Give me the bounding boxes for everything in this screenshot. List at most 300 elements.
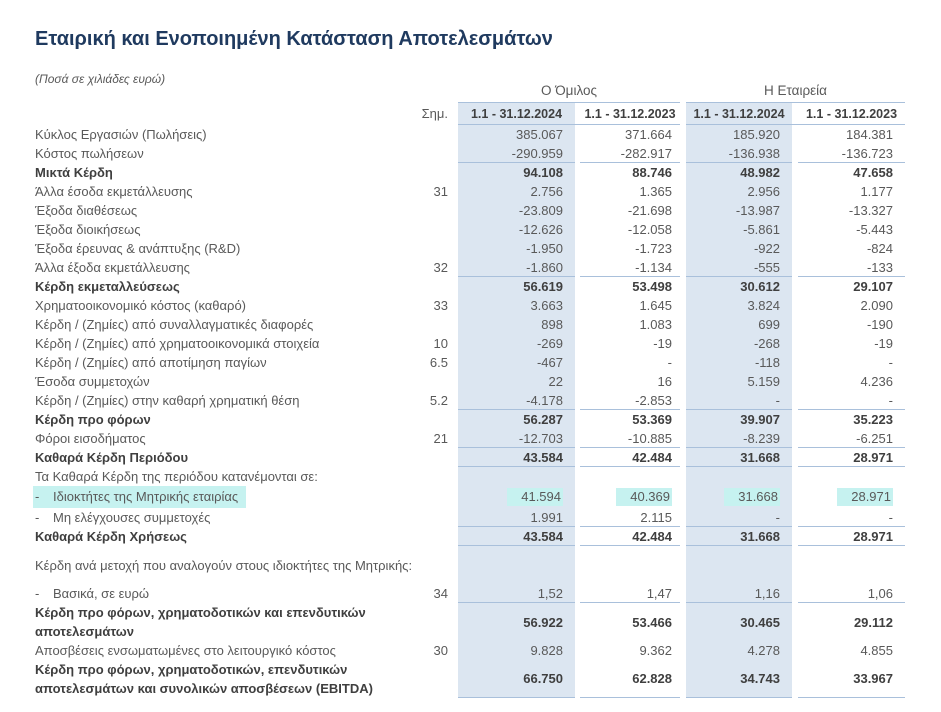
table-row	[35, 391, 941, 410]
value-cell	[686, 410, 792, 429]
label-text	[35, 429, 146, 448]
table-row	[35, 182, 941, 201]
label-text	[35, 125, 207, 144]
table-row	[35, 486, 941, 508]
cell-value: 2.956	[747, 184, 780, 199]
label-text: Κέρδη / (Ζημίες) στην καθαρή χρηματική θέση	[35, 393, 300, 408]
cell-value: 56.619	[523, 279, 563, 294]
row-label	[35, 660, 425, 698]
note-ref	[425, 508, 458, 527]
table-row	[35, 546, 941, 584]
value-cell	[798, 448, 905, 467]
value-cell	[580, 277, 680, 296]
value-cell	[458, 182, 575, 201]
row-label	[35, 546, 425, 584]
cell-value: 1.991	[530, 509, 563, 525]
label-text	[35, 372, 150, 391]
value-cell	[580, 527, 680, 546]
cell-value: 30.612	[740, 279, 780, 294]
cell-value: 28.971	[853, 528, 893, 544]
value-cell	[798, 163, 905, 182]
cell-value: 88.746	[632, 165, 672, 180]
value-cell	[458, 391, 575, 410]
value-cell	[580, 144, 680, 163]
value-cell	[458, 296, 575, 315]
value-cell	[686, 315, 792, 334]
value-cell	[580, 182, 680, 201]
label-text: Έξοδα διαθέσεως	[35, 203, 138, 218]
row-label	[35, 448, 425, 467]
table-row	[35, 201, 941, 220]
value-cell	[798, 603, 905, 641]
value-cell	[458, 258, 575, 277]
value-cell	[580, 315, 680, 334]
column-header-group-2023: 1.1 - 31.12.2023	[580, 102, 680, 125]
note-ref	[425, 277, 458, 296]
cell-value: -	[667, 355, 672, 370]
note-ref: 31	[433, 184, 448, 199]
note-ref: 21	[433, 431, 448, 446]
column-header-company-2023: 1.1 - 31.12.2023	[798, 102, 905, 125]
value-cell	[458, 546, 575, 584]
cell-value: -	[888, 355, 893, 370]
cell-value: 5.159	[747, 374, 780, 389]
cell-value: -5.861	[743, 222, 780, 237]
note-ref: 30	[433, 643, 448, 658]
value-cell	[686, 334, 792, 353]
value-cell	[686, 429, 792, 448]
value-cell	[458, 372, 575, 391]
label-text: Χρηματοοικονομικό κόστος (καθαρό)	[35, 298, 247, 313]
value-cell	[798, 584, 905, 603]
cell-value: 53.466	[632, 614, 672, 630]
label-text	[35, 527, 187, 546]
cell-value: -12.058	[627, 222, 672, 237]
cell-value: 371.664	[625, 127, 672, 142]
cell-value: 29.107	[853, 279, 893, 294]
cell-value: 898	[541, 317, 563, 332]
row-label	[35, 372, 425, 391]
note-ref	[425, 201, 458, 220]
row-label	[35, 508, 425, 527]
cell-value: -1.950	[526, 241, 563, 256]
value-cell	[458, 163, 575, 182]
cell-value: -	[888, 392, 893, 408]
cell-value: 48.982	[740, 165, 780, 180]
value-cell	[686, 353, 792, 372]
label-text: Έξοδα διοικήσεως	[35, 222, 141, 237]
column-header-group-2024: 1.1 - 31.12.2024	[458, 102, 575, 125]
row-label	[35, 182, 425, 201]
value-cell	[580, 201, 680, 220]
cell-value: -824	[866, 241, 893, 256]
value-cell	[798, 508, 905, 527]
value-cell	[798, 486, 905, 508]
table-row	[35, 144, 941, 163]
cell-value: 43.584	[523, 449, 563, 465]
row-label	[35, 144, 425, 163]
row-label	[35, 258, 425, 277]
value-cell	[798, 144, 905, 163]
table-row	[35, 527, 941, 546]
value-cell	[458, 527, 575, 546]
cell-value: 2.115	[640, 509, 672, 525]
cell-value: 47.658	[853, 165, 893, 180]
cell-value: 31.668	[724, 488, 780, 506]
value-cell	[798, 334, 905, 353]
spacer	[35, 102, 425, 125]
label-text: Κόστος πωλήσεων	[35, 146, 144, 161]
cell-value: -922	[753, 241, 780, 256]
value-cell	[580, 125, 680, 144]
value-cell	[458, 410, 575, 429]
value-cell	[458, 486, 575, 508]
note-ref: 6.5	[429, 355, 448, 370]
value-cell	[798, 353, 905, 372]
table-row	[35, 641, 941, 660]
value-cell	[798, 239, 905, 258]
note-ref	[425, 220, 458, 239]
cell-value: 2.756	[530, 184, 563, 199]
cell-value: -8.239	[743, 430, 780, 446]
row-label	[35, 603, 425, 641]
note-ref	[425, 467, 458, 486]
value-cell	[458, 144, 575, 163]
table-row	[35, 660, 941, 698]
value-cell	[686, 467, 792, 486]
cell-value: 43.584	[523, 528, 563, 544]
label-text	[35, 467, 318, 486]
value-cell	[686, 527, 792, 546]
value-cell	[458, 277, 575, 296]
value-cell	[798, 277, 905, 296]
note-ref	[425, 448, 458, 467]
label-text	[35, 220, 140, 239]
label-text: Φόροι εισοδήματος	[35, 431, 146, 446]
label-text	[35, 448, 188, 467]
value-cell	[686, 163, 792, 182]
value-cell	[798, 296, 905, 315]
label-text	[35, 144, 144, 163]
table-row	[35, 220, 941, 239]
value-cell	[798, 182, 905, 201]
label-text	[35, 334, 319, 353]
row-label	[35, 467, 425, 486]
column-header-company-2024: 1.1 - 31.12.2024	[686, 102, 792, 125]
cell-value: 3.824	[747, 298, 780, 313]
row-label	[35, 353, 425, 372]
value-cell	[686, 258, 792, 277]
table-row	[35, 372, 941, 391]
table-row	[35, 315, 941, 334]
value-cell	[686, 182, 792, 201]
cell-value: 33.967	[853, 671, 893, 686]
value-cell	[580, 429, 680, 448]
note-ref	[425, 372, 458, 391]
value-cell	[798, 201, 905, 220]
row-label	[35, 125, 425, 144]
table-row	[35, 467, 941, 486]
cell-value: 1,06	[867, 585, 893, 601]
cell-value: -23.809	[518, 203, 563, 218]
label-text	[35, 182, 193, 201]
label-text: Τα Καθαρά Κέρδη της περιόδου κατανέμονται σε:	[35, 469, 318, 484]
label-text: Κέρδη προ φόρων	[35, 412, 151, 427]
label-text: Κέρδη προ φόρων, χρηματοδοτικών και επενδυτικών αποτελεσμάτων	[35, 605, 366, 639]
value-cell	[458, 201, 575, 220]
cell-value: 4.236	[860, 374, 893, 389]
value-cell	[580, 239, 680, 258]
value-cell	[686, 372, 792, 391]
table-row	[35, 163, 941, 182]
table-row	[35, 429, 941, 448]
highlighted-label	[33, 486, 246, 508]
list-dash: -	[35, 586, 40, 601]
label-text: Έσοδα συμμετοχών	[35, 374, 150, 389]
table-row	[35, 258, 941, 277]
value-cell	[798, 258, 905, 277]
value-cell	[458, 448, 575, 467]
label-text	[35, 277, 180, 296]
cell-value: 62.828	[632, 671, 672, 686]
cell-value: 34.743	[740, 671, 780, 686]
label-text	[35, 410, 151, 429]
value-cell	[686, 144, 792, 163]
table-body	[35, 125, 941, 698]
cell-value: -136.938	[728, 145, 780, 161]
value-cell	[580, 603, 680, 641]
label-text: Καθαρά Κέρδη Περιόδου	[35, 450, 189, 465]
row-label	[35, 486, 425, 508]
value-cell	[458, 660, 575, 698]
value-cell	[798, 641, 905, 660]
cell-value: -1.860	[526, 259, 563, 275]
value-cell	[580, 546, 680, 584]
value-cell	[458, 220, 575, 239]
value-cell	[580, 584, 680, 603]
cell-value: -2.853	[635, 392, 672, 408]
value-cell	[798, 372, 905, 391]
cell-value: 385.067	[516, 127, 563, 142]
group-header-company: Η Εταιρεία	[764, 83, 827, 98]
cell-value: 66.750	[523, 671, 563, 686]
value-cell	[580, 353, 680, 372]
label-text	[35, 556, 412, 575]
cell-value: 31.668	[740, 528, 780, 544]
group-header-group: Ο Όμιλος	[540, 83, 598, 98]
cell-value: -269	[536, 336, 563, 351]
label-text	[35, 239, 240, 258]
value-cell	[686, 508, 792, 527]
row-label	[35, 296, 425, 315]
value-cell	[458, 315, 575, 334]
cell-value: 1,16	[754, 585, 780, 601]
label-text: Άλλα έξοδα εκμετάλλευσης	[35, 260, 190, 275]
value-cell	[458, 584, 575, 603]
cell-value: -555	[753, 259, 780, 275]
value-cell	[580, 334, 680, 353]
cell-value: 29.112	[853, 614, 893, 630]
cell-value: -	[775, 392, 780, 408]
label-text: Κύκλος Εργασιών (Πωλήσεις)	[35, 127, 207, 142]
value-cell	[686, 239, 792, 258]
cell-value: 30.465	[740, 614, 780, 630]
cell-value: 184.381	[846, 127, 893, 142]
value-cell	[686, 391, 792, 410]
label-text	[35, 201, 137, 220]
cell-value: 1.365	[639, 184, 672, 199]
value-cell	[798, 429, 905, 448]
cell-value: 22	[548, 374, 563, 389]
cell-value: 56.922	[523, 614, 563, 630]
value-cell	[458, 239, 575, 258]
cell-value: -118	[754, 355, 780, 370]
label-text: Κέρδη / (Ζημίες) από χρηματοοικονομικά στοιχεία	[35, 336, 320, 351]
cell-value: 1.177	[860, 184, 893, 199]
value-cell	[686, 125, 792, 144]
value-cell	[798, 391, 905, 410]
note-ref	[425, 603, 458, 641]
value-cell	[686, 277, 792, 296]
label-text: Ιδιοκτήτες της Μητρικής εταιρίας	[53, 489, 239, 504]
row-label	[35, 584, 425, 603]
value-cell	[580, 258, 680, 277]
row-label	[35, 163, 425, 182]
cell-value: -12.703	[518, 430, 563, 446]
note-column-header: Σημ.	[421, 106, 448, 121]
value-cell	[686, 448, 792, 467]
value-cell	[686, 296, 792, 315]
value-cell	[458, 508, 575, 527]
cell-value: 40.369	[616, 488, 672, 506]
value-cell	[580, 660, 680, 698]
value-cell	[458, 125, 575, 144]
row-label	[35, 391, 425, 410]
cell-value: -13.327	[848, 203, 893, 218]
cell-value: 39.907	[740, 412, 780, 427]
value-cell	[686, 641, 792, 660]
row-label	[35, 410, 425, 429]
list-dash: -	[35, 489, 40, 504]
table-row	[35, 125, 941, 144]
value-cell	[686, 584, 792, 603]
table-row	[35, 410, 941, 429]
cell-value: -133	[866, 259, 893, 275]
value-cell	[686, 546, 792, 584]
row-label	[35, 527, 425, 546]
label-text: Έξοδα έρευνας & ανάπτυξης (R&D)	[35, 241, 241, 256]
label-text	[35, 163, 113, 182]
table-row	[35, 334, 941, 353]
column-header-row	[35, 102, 941, 125]
value-cell	[686, 486, 792, 508]
row-label	[35, 277, 425, 296]
cell-value: 16	[657, 374, 672, 389]
label-text: Κέρδη εκμεταλλεύσεως	[35, 279, 180, 294]
label-text	[35, 315, 313, 334]
table-row	[35, 277, 941, 296]
cell-value: 1,47	[646, 585, 672, 601]
label-text: Άλλα έσοδα εκμετάλλευσης	[35, 184, 193, 199]
table-row	[35, 296, 941, 315]
note-ref	[425, 144, 458, 163]
cell-value: -1.723	[635, 241, 672, 256]
page-title: Εταιρική και Ενοποιημένη Κατάσταση Αποτελεσμάτων	[35, 28, 553, 50]
value-cell	[458, 429, 575, 448]
label-text	[35, 584, 149, 603]
row-label	[35, 429, 425, 448]
row-label	[35, 220, 425, 239]
cell-value: 31.668	[740, 449, 780, 465]
label-text: Μη ελέγχουσες συμμετοχές	[53, 510, 211, 525]
table-row	[35, 239, 941, 258]
cell-value: 185.920	[733, 127, 780, 142]
cell-value: 35.223	[853, 412, 893, 427]
cell-value: 28.971	[853, 449, 893, 465]
value-cell	[798, 220, 905, 239]
value-cell	[798, 315, 905, 334]
value-cell	[580, 410, 680, 429]
cell-value: -190	[866, 317, 893, 332]
value-cell	[580, 448, 680, 467]
cell-value: -13.987	[735, 203, 780, 218]
note-ref	[425, 527, 458, 546]
label-text	[35, 508, 210, 527]
label-text	[35, 603, 417, 641]
note-ref	[425, 239, 458, 258]
cell-value: -1.134	[635, 259, 672, 275]
note-ref	[425, 660, 458, 698]
cell-value: 94.108	[523, 165, 563, 180]
note-ref: 32	[433, 260, 448, 275]
cell-value: -6.251	[856, 430, 893, 446]
table-row	[35, 448, 941, 467]
value-cell	[458, 353, 575, 372]
cell-value: -467	[536, 355, 563, 370]
cell-value: -268	[753, 336, 780, 351]
cell-value: -5.443	[856, 222, 893, 237]
row-label	[35, 641, 425, 660]
cell-value: 1,52	[537, 585, 563, 601]
value-cell	[458, 603, 575, 641]
value-cell	[580, 467, 680, 486]
label-text: Κέρδη / (Ζημίες) από αποτίμηση παγίων	[35, 355, 267, 370]
cell-value: -290.959	[511, 145, 563, 161]
row-label	[35, 315, 425, 334]
table-row	[35, 508, 941, 527]
cell-value: 1.645	[639, 298, 672, 313]
value-cell	[580, 372, 680, 391]
cell-value: 53.369	[632, 412, 672, 427]
value-cell	[798, 125, 905, 144]
label-text	[35, 641, 336, 660]
value-cell	[458, 467, 575, 486]
row-label	[35, 334, 425, 353]
cell-value: 4.278	[747, 643, 780, 658]
value-cell	[686, 603, 792, 641]
cell-value: 699	[758, 317, 780, 332]
label-text	[35, 258, 190, 277]
label-text: Βασικά, σε ευρώ	[53, 586, 150, 601]
value-cell	[580, 486, 680, 508]
label-text: Αποσβέσεις ενσωματωμένες στο λειτουργικό κόστος	[35, 643, 336, 658]
cell-value: 9.362	[639, 643, 672, 658]
value-cell	[580, 220, 680, 239]
cell-value: -4.178	[526, 392, 563, 408]
value-cell	[458, 334, 575, 353]
cell-value: 2.090	[860, 298, 893, 313]
value-cell	[458, 641, 575, 660]
